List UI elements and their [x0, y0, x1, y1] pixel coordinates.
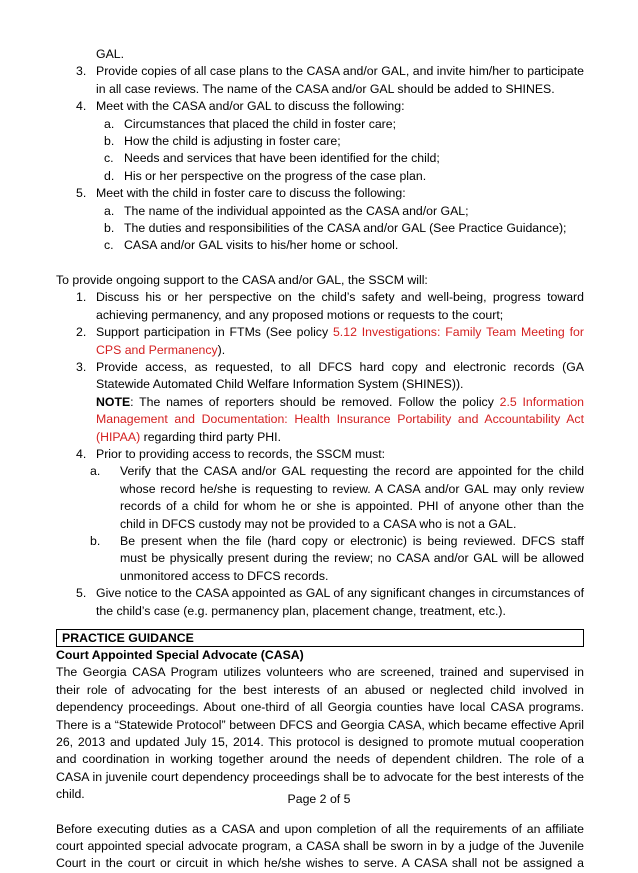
section-intro: To provide ongoing support to the CASA and/or GAL, the SSCM will: — [56, 272, 428, 287]
paragraph-line: 26, 2013 and updated July 15, 2014. This protocol is designed to promote mutual cooperation — [56, 735, 584, 750]
text-line: achieving permanency, and any proposed motions or requests to the court; — [96, 307, 504, 322]
list-item: 5. Meet with the child in foster care to discuss the following: — [76, 186, 406, 201]
sub-list-item: b. How the child is adjusting in foster care; — [104, 134, 341, 149]
list-item: 2. Support participation in FTMs (See policy 5.12 Investigations: Family Team Meeting for — [76, 325, 584, 340]
list-item: 3. Provide copies of all case plans to the CASA and/or GAL, and invite him/her to participate — [76, 64, 584, 79]
sub-list-item: a. The name of the individual appointed as the CASA and/or GAL; — [104, 203, 469, 218]
list-item: 5. Give notice to the CASA appointed as GAL of any significant changes in circumstances of — [76, 586, 584, 601]
policy-link[interactable]: 5.12 Investigations: Family Team Meeting for — [332, 325, 584, 340]
paragraph-line: Before executing duties as a CASA and upon completion of all the requirements of an affiliate — [56, 821, 584, 836]
text-line: the child’s case (e.g. permanency plan, placement change, treatment, etc.). — [96, 603, 506, 618]
text-line: unmonitored access to DFCS records. — [120, 568, 329, 583]
text-line: must be physically present during the review; no CASA and/or GAL will be allowed — [120, 551, 584, 566]
paragraph-line: court appointed special advocate program, a CASA shall be sworn in by a judge of the Juvenile — [56, 839, 584, 854]
sub-list-item: c. Needs and services that have been identified for the child; — [104, 151, 440, 166]
sub-list-item: c. CASA and/or GAL visits to his/her home or school. — [104, 238, 399, 253]
list-item: 1. Discuss his or her perspective on the child’s safety and well-being, progress toward — [76, 290, 584, 305]
policy-link[interactable]: Management and Documentation: Health Insurance Portability and Accountability Act — [96, 412, 584, 427]
paragraph-line: dependency proceedings. About one-third of all Georgia counties have local CASA programs. — [56, 700, 584, 715]
text-line: child in DFCS custody may not be provided to a CASA who is not a GAL. — [120, 516, 517, 531]
paragraph-line: and coordination in working together around the needs of dependent children. The role of a — [56, 752, 584, 767]
policy-link[interactable]: 2.5 Information — [499, 394, 585, 409]
sub-list-item: b. The duties and responsibilities of the CASA and/or GAL (See Practice Guidance); — [104, 221, 567, 236]
text-line: Statewide Automated Child Welfare Information System (SHINES)). — [96, 377, 464, 392]
section-heading: Court Appointed Special Advocate (CASA) — [56, 648, 304, 662]
paragraph-line: CASA in juvenile court dependency proceedings shall be to advocate for the best interests of the — [56, 769, 584, 784]
policy-link[interactable]: CPS and Permanency — [96, 342, 218, 357]
list-item: 3. Provide access, as requested, to all DFCS hard copy and electronic records (GA — [76, 359, 584, 374]
text-line: (HIPAA) regarding third party PHI. — [96, 429, 281, 444]
paragraph-line: their role of advocating for the best interests of an abused or neglected child involved in — [56, 682, 584, 697]
list-item: 4. Meet with the CASA and/or GAL to discuss the following: — [76, 99, 405, 114]
note-line: NOTE: The names of reporters should be removed. Follow the policy 2.5 Information — [96, 394, 585, 409]
text-line: whose record he/she is requesting to review. A CASA and/or GAL may only review — [120, 481, 584, 496]
paragraph-line: There is a “Statewide Protocol” between DFCS and Georgia CASA, which became effective April — [56, 717, 584, 732]
sub-list-item: a. Circumstances that placed the child in foster care; — [104, 116, 397, 131]
paragraph-line: child. — [56, 787, 85, 802]
paragraph-line: The Georgia CASA Program utilizes volunteers who are screened, trained and supervised in — [56, 665, 584, 680]
list-item: 4. Prior to providing access to records, the SSCM must: — [76, 446, 386, 461]
practice-guidance-header: PRACTICE GUIDANCE — [56, 629, 584, 647]
paragraph-line: Court in the court or circuit in which he/she wishes to serve. A CASA shall not be assigned a — [56, 856, 584, 871]
text-line: GAL. — [96, 47, 125, 61]
sub-list-item: a. Verify that the CASA and/or GAL requesting the record are appointed for the child — [90, 464, 584, 479]
text-line: in all case reviews. The name of the CASA and/or GAL should be added to SHINES. — [96, 81, 555, 96]
page-number: Page 2 of 5 — [287, 792, 351, 806]
sub-list-item: d. His or her perspective on the progress of the case plan. — [104, 168, 427, 183]
text-line: records of a child for whom he or she is appointed. PHI of anyone other than the — [120, 499, 584, 514]
sub-list-item: b. Be present when the file (hard copy or electronic) is being reviewed. DFCS staff — [90, 533, 584, 548]
document-body — [56, 46, 584, 873]
policy-link[interactable]: (HIPAA) — [96, 429, 141, 444]
text-line: CPS and Permanency). — [96, 342, 226, 357]
